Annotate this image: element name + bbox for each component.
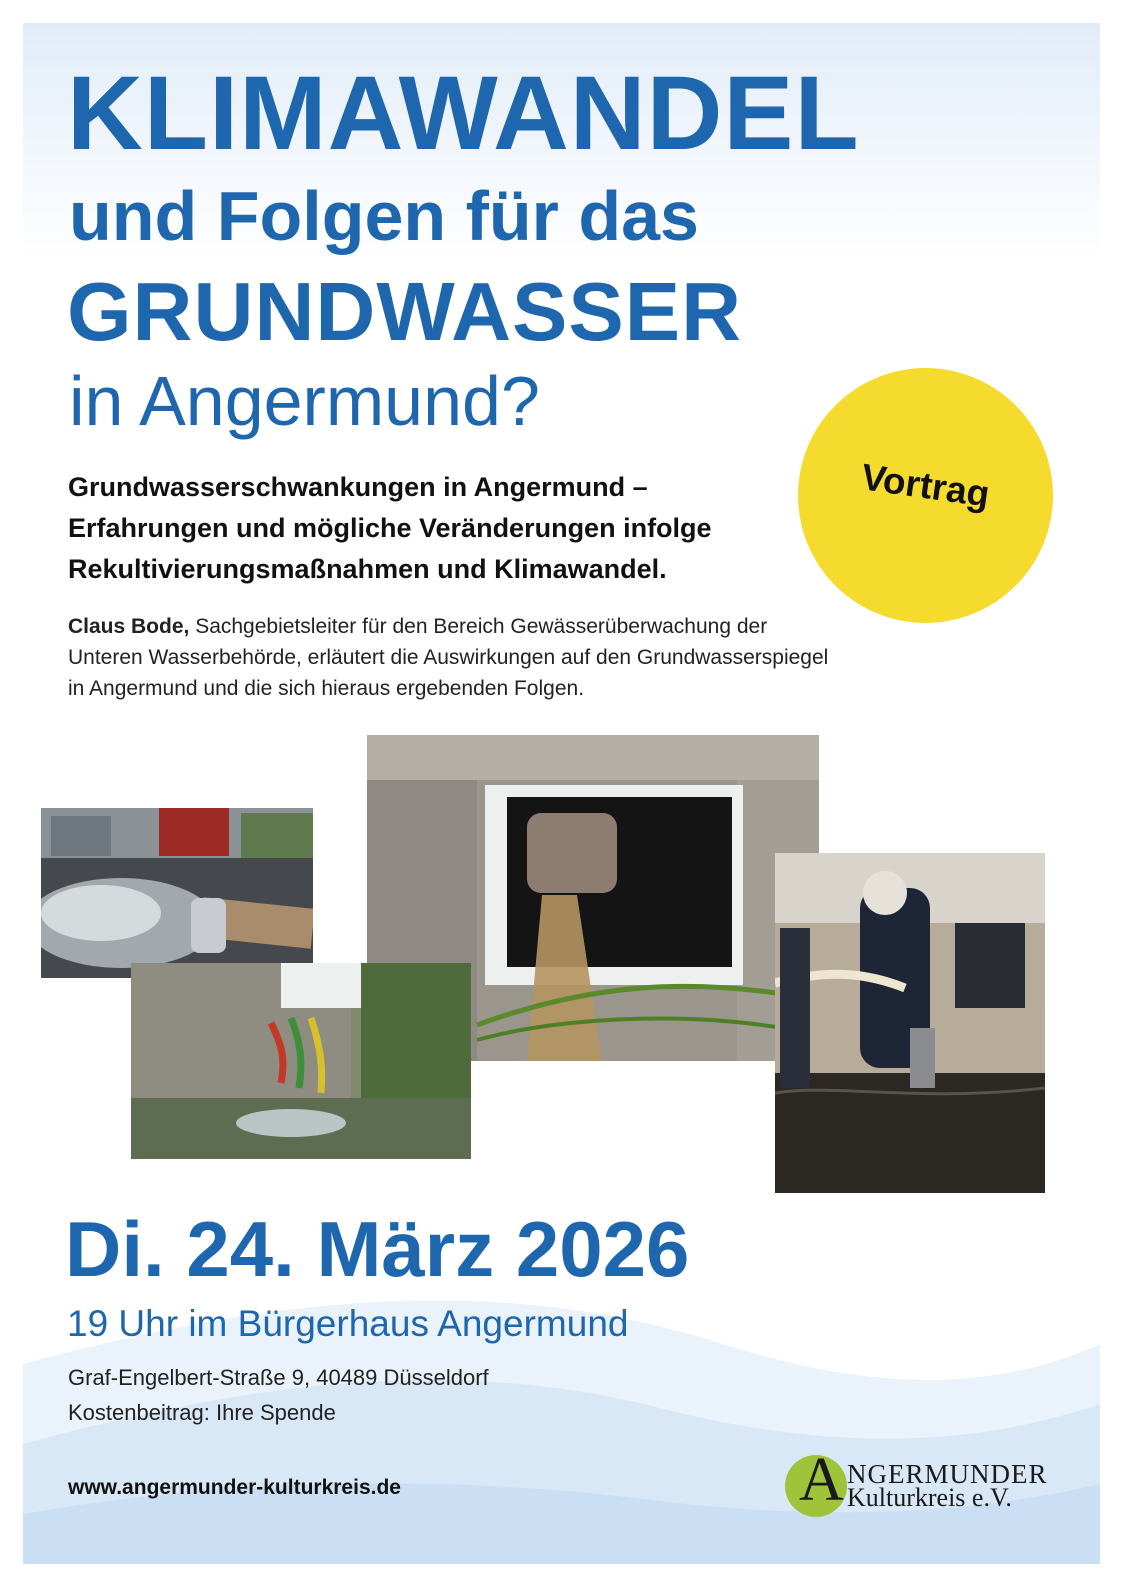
logo-initial: A bbox=[799, 1446, 844, 1514]
intro-line-2: Erfahrungen und mögliche Veränderungen infolge bbox=[68, 513, 712, 543]
logo-line-2: Kulturkreis e.V. bbox=[847, 1483, 1012, 1512]
intro-line-3: Rekultivierungsmaßnahmen und Klimawandel. bbox=[68, 554, 667, 584]
kulturkreis-logo bbox=[785, 1446, 1055, 1523]
event-time-place: 19 Uhr im Bürgerhaus Angermund bbox=[67, 1303, 629, 1344]
description-line-1-rest: Sachgebietsleiter für den Bereich Gewässerüberwachung der bbox=[189, 615, 768, 638]
event-address: Graf-Engelbert-Straße 9, 40489 Düsseldorf bbox=[68, 1365, 489, 1390]
intro-line-1: Grundwasserschwankungen in Angermund – bbox=[68, 472, 648, 502]
event-date: Di. 24. März 2026 bbox=[65, 1205, 690, 1293]
headline-groundwater: GRUNDWASSER bbox=[67, 265, 743, 358]
website-link[interactable]: www.angermunder-kulturkreis.de bbox=[68, 1476, 401, 1499]
description-line-3: in Angermund und die sich hieraus ergebenden Folgen. bbox=[68, 677, 585, 700]
logo-line-1: NGERMUNDER bbox=[847, 1459, 1048, 1489]
photo-fire-hose bbox=[41, 808, 313, 978]
description-text bbox=[68, 611, 828, 704]
photo-pipes-wall bbox=[131, 963, 471, 1159]
description-line-1 bbox=[68, 611, 828, 642]
headline-location: in Angermund? bbox=[69, 362, 540, 440]
event-fee: Kostenbeitrag: Ihre Spende bbox=[68, 1400, 336, 1425]
lecture-badge-label: Vortrag bbox=[858, 455, 993, 515]
intro-text bbox=[68, 467, 712, 590]
poster bbox=[23, 23, 1100, 1564]
description-line-2: Unteren Wasserbehörde, erläutert die Auswirkungen auf den Grundwasserspiegel bbox=[68, 646, 829, 669]
headline-subline: und Folgen für das bbox=[69, 177, 699, 255]
speaker-name: Claus Bode, bbox=[68, 615, 190, 638]
headline-climate: KLIMAWANDEL bbox=[67, 55, 860, 172]
photo-firefighter-basement bbox=[775, 853, 1045, 1193]
lecture-badge bbox=[798, 368, 1053, 623]
